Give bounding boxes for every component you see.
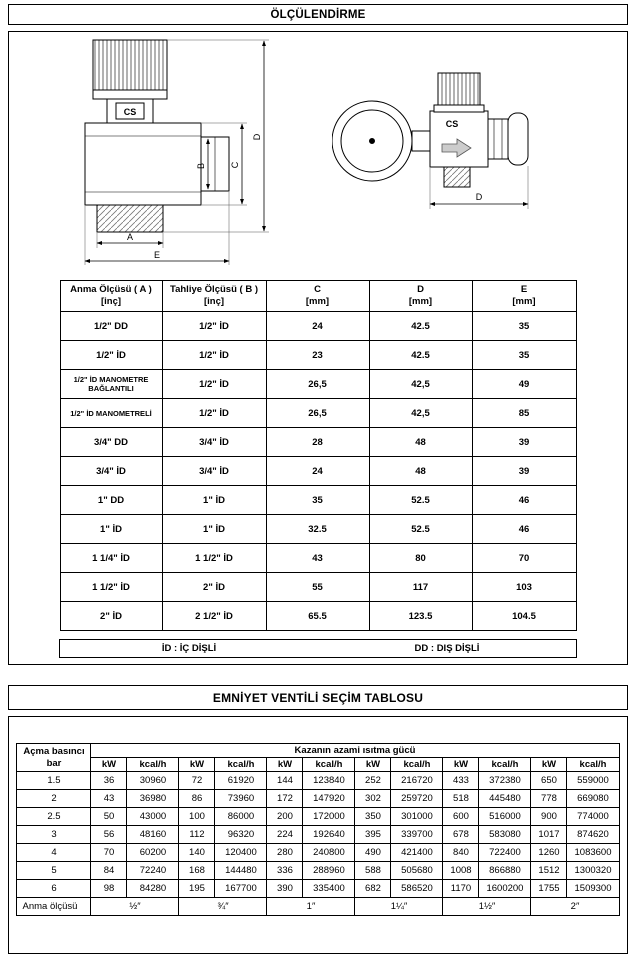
table-cell: 722400	[479, 844, 531, 862]
table-cell: 3/4" DD	[60, 428, 162, 457]
dim-label-d2: D	[475, 192, 483, 202]
table-cell: 259720	[391, 790, 443, 808]
table-row	[60, 428, 576, 457]
table-row	[17, 808, 619, 826]
table-cell: 43	[266, 544, 369, 573]
unit-header: kW	[531, 758, 567, 772]
table-cell: 252	[355, 772, 391, 790]
table-cell: 32.5	[266, 515, 369, 544]
table-cell: 280	[267, 844, 303, 862]
table-cell: 335400	[303, 880, 355, 898]
table-cell: 24	[266, 312, 369, 341]
table-cell: 42.5	[369, 312, 472, 341]
pressure-header: Açma basıncı bar	[17, 744, 91, 772]
table-cell: 24	[266, 457, 369, 486]
table-cell: 120400	[215, 844, 267, 862]
table-row	[17, 862, 619, 880]
col-header-c: C [mm]	[266, 281, 369, 312]
table-cell: 650	[531, 772, 567, 790]
table-cell: 84	[91, 862, 127, 880]
table-cell: 445480	[479, 790, 531, 808]
table-cell: 96320	[215, 826, 267, 844]
dim-label-e: E	[153, 250, 161, 260]
table-cell: 1008	[443, 862, 479, 880]
table-cell: 35	[472, 341, 576, 370]
table-cell: 86	[179, 790, 215, 808]
table-cell: 192640	[303, 826, 355, 844]
table-cell: 6	[17, 880, 91, 898]
table-cell: 48	[369, 428, 472, 457]
table-cell: 1755	[531, 880, 567, 898]
table-cell: 1 1/2" İD	[162, 544, 266, 573]
table-cell: 35	[266, 486, 369, 515]
table-cell: 28	[266, 428, 369, 457]
section-dimensions-box	[8, 31, 628, 665]
table-cell: 46	[472, 486, 576, 515]
table-cell: 36980	[127, 790, 179, 808]
unit-header: kW	[179, 758, 215, 772]
unit-header: kW	[443, 758, 479, 772]
unit-header: kcal/h	[567, 758, 619, 772]
selection-table-body	[17, 772, 619, 898]
table-cell: 72	[179, 772, 215, 790]
table-cell: 433	[443, 772, 479, 790]
table-cell: 682	[355, 880, 391, 898]
table-cell: 123840	[303, 772, 355, 790]
unit-header: kW	[355, 758, 391, 772]
table-cell: 1017	[531, 826, 567, 844]
table-cell: 5	[17, 862, 91, 880]
table-cell: 61920	[215, 772, 267, 790]
table-cell: 23	[266, 341, 369, 370]
dimension-table-body	[60, 312, 576, 631]
table-cell: 240800	[303, 844, 355, 862]
table-cell: 26,5	[266, 370, 369, 399]
valve-cap	[93, 40, 167, 90]
section-selection-box	[8, 716, 628, 954]
dimension-table	[60, 280, 577, 631]
size-value: ½″	[91, 898, 179, 916]
dim-label-c: C	[230, 161, 240, 169]
power-header: Kazanın azami ısıtma gücü	[91, 744, 619, 758]
table-cell: 49	[472, 370, 576, 399]
valve-thread	[97, 205, 163, 232]
table-cell: 421400	[391, 844, 443, 862]
dim-label-a: A	[126, 232, 134, 242]
unit-header-row	[17, 758, 619, 772]
table-cell: 100	[179, 808, 215, 826]
table-cell: 43	[91, 790, 127, 808]
table-cell: 80	[369, 544, 472, 573]
outlet-end-cap	[508, 113, 528, 165]
unit-header: kcal/h	[127, 758, 179, 772]
table-cell: 48	[369, 457, 472, 486]
table-row	[17, 772, 619, 790]
table-cell: 1260	[531, 844, 567, 862]
table-cell: 1" DD	[60, 486, 162, 515]
table-cell: 1" İD	[162, 515, 266, 544]
table-cell: 48160	[127, 826, 179, 844]
table-cell: 112	[179, 826, 215, 844]
table-cell: 46	[472, 515, 576, 544]
size-value: 2″	[531, 898, 619, 916]
table-cell: 50	[91, 808, 127, 826]
table-cell: 26,5	[266, 399, 369, 428]
table-cell: 301000	[391, 808, 443, 826]
unit-header: kcal/h	[215, 758, 267, 772]
table-cell: 1300320	[567, 862, 619, 880]
table-cell: 123.5	[369, 602, 472, 631]
table-cell: 73960	[215, 790, 267, 808]
right-valve-drawing	[332, 61, 572, 231]
table-cell: 36	[91, 772, 127, 790]
table-cell: 72240	[127, 862, 179, 880]
unit-header: kcal/h	[303, 758, 355, 772]
table-row	[60, 515, 576, 544]
table-cell: 147920	[303, 790, 355, 808]
header-row	[17, 744, 619, 758]
table-cell: 84280	[127, 880, 179, 898]
table-cell: 85	[472, 399, 576, 428]
table-cell: 339700	[391, 826, 443, 844]
table-cell: 117	[369, 573, 472, 602]
table-cell: 60200	[127, 844, 179, 862]
size-value: 1½″	[443, 898, 531, 916]
table-cell: 390	[267, 880, 303, 898]
table-cell: 1 1/2" İD	[60, 573, 162, 602]
table-cell: 516000	[479, 808, 531, 826]
table-row	[60, 486, 576, 515]
table-cell: 2" İD	[60, 602, 162, 631]
thread-legend	[59, 639, 577, 658]
size-value: ¾″	[179, 898, 267, 916]
table-cell: 1600200	[479, 880, 531, 898]
table-cell: 39	[472, 457, 576, 486]
table-cell: 490	[355, 844, 391, 862]
table-row	[60, 370, 576, 399]
dimension-table-head	[60, 281, 576, 312]
table-cell: 669080	[567, 790, 619, 808]
table-cell: 42.5	[369, 341, 472, 370]
table-cell: 900	[531, 808, 567, 826]
table-cell: 1/2" İD	[162, 312, 266, 341]
selection-table	[16, 743, 619, 916]
table-cell: 336	[267, 862, 303, 880]
dim-label-d: D	[252, 133, 262, 141]
table-cell: 1" İD	[60, 515, 162, 544]
table-cell: 1.5	[17, 772, 91, 790]
outlet-nut	[488, 119, 508, 159]
table-cell: 52.5	[369, 486, 472, 515]
table-cell: 1/2" İD	[60, 341, 162, 370]
table-cell: 588	[355, 862, 391, 880]
table-cell: 1/2" DD	[60, 312, 162, 341]
valve-drawings	[9, 36, 627, 278]
table-cell: 1083600	[567, 844, 619, 862]
col-header-d: D [mm]	[369, 281, 472, 312]
table-row	[60, 602, 576, 631]
unit-header: kW	[91, 758, 127, 772]
table-cell: 372380	[479, 772, 531, 790]
table-cell: 1 1/4" İD	[60, 544, 162, 573]
dim-label-b: B	[196, 162, 206, 170]
table-row	[60, 573, 576, 602]
table-cell: 1" İD	[162, 486, 266, 515]
table-row	[17, 880, 619, 898]
table-cell: 874620	[567, 826, 619, 844]
table-cell: 559000	[567, 772, 619, 790]
table-cell: 2	[17, 790, 91, 808]
table-cell: 3	[17, 826, 91, 844]
table-row	[60, 312, 576, 341]
table-cell: 224	[267, 826, 303, 844]
table-cell: 42,5	[369, 370, 472, 399]
table-cell: 144480	[215, 862, 267, 880]
table-cell: 583080	[479, 826, 531, 844]
table-cell: 866880	[479, 862, 531, 880]
section-selection-title: EMNİYET VENTİLİ SEÇİM TABLOSU	[8, 685, 628, 710]
table-cell: 302	[355, 790, 391, 808]
table-cell: 586520	[391, 880, 443, 898]
table-cell: 778	[531, 790, 567, 808]
table-cell: 86000	[215, 808, 267, 826]
selection-table-head	[17, 744, 619, 772]
size-value: 1¼″	[355, 898, 443, 916]
table-cell: 678	[443, 826, 479, 844]
table-cell: 1509300	[567, 880, 619, 898]
table-row	[60, 457, 576, 486]
table-cell: 505680	[391, 862, 443, 880]
table-cell: 1/2" İD MANOMETRELİ	[60, 399, 162, 428]
table-cell: 56	[91, 826, 127, 844]
size-row	[17, 898, 619, 916]
table-cell: 168	[179, 862, 215, 880]
table-cell: 1/2" İD	[162, 341, 266, 370]
table-cell: 140	[179, 844, 215, 862]
legend-dd: DD : DIŞ DİŞLİ	[414, 643, 480, 654]
size-value: 1″	[267, 898, 355, 916]
header-row	[60, 281, 576, 312]
table-cell: 3/4" İD	[60, 457, 162, 486]
table-cell: 1/2" İD MANOMETRE BAĞLANTILI	[60, 370, 162, 399]
table-row	[60, 544, 576, 573]
legend-id: İD : İÇ DİŞLİ	[161, 643, 217, 654]
table-cell: 167700	[215, 880, 267, 898]
table-cell: 55	[266, 573, 369, 602]
table-cell: 600	[443, 808, 479, 826]
table-cell: 3/4" İD	[162, 457, 266, 486]
table-cell: 2" İD	[162, 573, 266, 602]
table-cell: 2 1/2" İD	[162, 602, 266, 631]
col-header-anma: Anma Ölçüsü ( A ) [inç]	[60, 281, 162, 312]
unit-header: kW	[267, 758, 303, 772]
table-cell: 98	[91, 880, 127, 898]
table-cell: 1/2" İD	[162, 399, 266, 428]
table-cell: 172	[267, 790, 303, 808]
table-cell: 42,5	[369, 399, 472, 428]
table-cell: 144	[267, 772, 303, 790]
left-valve-drawing	[57, 36, 287, 274]
size-row-label: Anma ölçüsü	[17, 898, 91, 916]
table-cell: 1512	[531, 862, 567, 880]
brand-logo: CS	[445, 119, 459, 129]
table-cell: 35	[472, 312, 576, 341]
table-cell: 43000	[127, 808, 179, 826]
table-cell: 518	[443, 790, 479, 808]
table-cell: 70	[472, 544, 576, 573]
table-row	[60, 399, 576, 428]
table-cell: 3/4" İD	[162, 428, 266, 457]
unit-header: kcal/h	[391, 758, 443, 772]
table-cell: 172000	[303, 808, 355, 826]
table-cell: 39	[472, 428, 576, 457]
table-cell: 30960	[127, 772, 179, 790]
table-cell: 4	[17, 844, 91, 862]
table-cell: 774000	[567, 808, 619, 826]
table-cell: 103	[472, 573, 576, 602]
table-cell: 200	[267, 808, 303, 826]
bottom-outlet	[444, 167, 470, 187]
table-cell: 288960	[303, 862, 355, 880]
table-cell: 840	[443, 844, 479, 862]
table-cell: 195	[179, 880, 215, 898]
valve-cap-side	[438, 73, 480, 105]
selection-table-foot	[17, 898, 619, 916]
table-cell: 350	[355, 808, 391, 826]
brand-logo: CS	[123, 107, 137, 117]
table-cell: 216720	[391, 772, 443, 790]
table-cell: 1/2" İD	[162, 370, 266, 399]
table-cell: 52.5	[369, 515, 472, 544]
table-row	[17, 790, 619, 808]
valve-body	[85, 123, 201, 205]
table-cell: 104.5	[472, 602, 576, 631]
col-header-tahliye: Tahliye Ölçüsü ( B ) [inç]	[162, 281, 266, 312]
col-header-e: E [mm]	[472, 281, 576, 312]
table-cell: 1170	[443, 880, 479, 898]
table-cell: 65.5	[266, 602, 369, 631]
table-cell: 395	[355, 826, 391, 844]
section-dimensions-title: ÖLÇÜLENDİRME	[8, 4, 628, 25]
unit-header: kcal/h	[479, 758, 531, 772]
table-row	[60, 341, 576, 370]
table-cell: 70	[91, 844, 127, 862]
table-cell: 2.5	[17, 808, 91, 826]
table-row	[17, 844, 619, 862]
valve-body-side	[430, 111, 488, 167]
table-row	[17, 826, 619, 844]
page	[0, 4, 636, 954]
